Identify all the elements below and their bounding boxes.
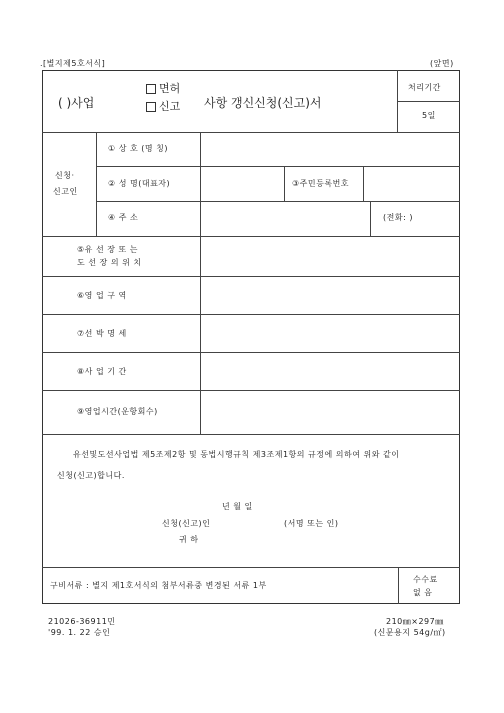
- fee-value: 없 음: [413, 588, 433, 597]
- signer-label: 신청(신고)인: [162, 519, 211, 528]
- processing-value: 5일: [422, 111, 436, 120]
- business-period-label: ⑧사 업 기 간: [77, 367, 127, 376]
- required-documents: 구비서류 : 별지 제1호서식의 첨부서류중 변경된 서류 1부: [50, 581, 267, 590]
- business-hours-field[interactable]: [201, 391, 459, 433]
- fee-label: 수수료: [413, 575, 438, 584]
- address-field[interactable]: [201, 202, 369, 235]
- recipient-label: 귀 하: [179, 535, 199, 544]
- trade-name-label: ① 상 호 (명 칭): [108, 144, 168, 153]
- checkbox-license[interactable]: [146, 84, 156, 94]
- name-id-divider: [284, 166, 285, 201]
- processing-divider: [397, 101, 460, 102]
- approval-date: '99. 1. 22 승인: [48, 628, 111, 637]
- page-side-label: (앞면): [430, 59, 454, 68]
- resident-id-field[interactable]: [364, 167, 459, 200]
- checkbox-report[interactable]: [146, 102, 156, 112]
- statement-line-1: 유선및도선사업법 제5조제2항 및 동법시행규칙 제3조제1항의 규정에 의하여 위와 같이: [73, 450, 400, 459]
- applicant-label-line2: 신고인: [53, 187, 78, 196]
- form-code: 21026-36911민: [48, 617, 116, 626]
- business-area-label: ⑥영 업 구 역: [77, 291, 127, 300]
- address-label: ④ 주 소: [108, 213, 139, 222]
- statement-top-line: [42, 434, 460, 435]
- form-number: .[별지제5호서식]: [40, 59, 106, 68]
- ship-name-label: ⑦선 박 명 세: [77, 329, 127, 338]
- phone-field[interactable]: [371, 202, 459, 235]
- applicant-label-divider: [96, 132, 97, 236]
- resident-id-label: ③주민등록번호: [292, 179, 350, 188]
- location-field[interactable]: [201, 237, 459, 275]
- ship-name-field[interactable]: [201, 315, 459, 351]
- title-option-license: [146, 83, 180, 94]
- business-period-field[interactable]: [201, 353, 459, 389]
- option-license-label: 면허: [159, 82, 181, 95]
- trade-name-field[interactable]: [201, 133, 459, 165]
- paper-size: 210㎜×297㎜: [386, 617, 444, 626]
- label-value-divider-lower: [200, 367, 201, 434]
- phone-label: (전화: ): [383, 213, 413, 222]
- title-suffix: 사항 갱신신청(신고)서: [204, 96, 322, 110]
- option-report-label: 신고: [159, 100, 181, 113]
- business-hours-label: ⑨영업시간(운항회수): [77, 407, 158, 416]
- location-label-line2: 도 선 장 의 위 치: [77, 258, 142, 267]
- signer-field[interactable]: [222, 515, 278, 529]
- statement-line-2: 신청(신고)합니다.: [57, 471, 125, 480]
- signature-note: (서명 또는 인): [284, 519, 339, 528]
- paper-type: (신문용지 54g/㎡): [374, 628, 446, 637]
- date-line: 년 월 일: [222, 502, 253, 511]
- name-label: ② 성 명(대표자): [108, 179, 171, 188]
- title-prefix: ( )사업: [58, 96, 95, 110]
- processing-label: 처리기간: [408, 83, 441, 92]
- name-field[interactable]: [201, 167, 283, 200]
- location-label-line1: ⑤유 선 장 또 는: [77, 245, 138, 254]
- title-option-report: [146, 101, 180, 112]
- applicant-label-line1: 신청·: [55, 171, 75, 180]
- fee-divider: [398, 567, 399, 604]
- business-area-field[interactable]: [201, 277, 459, 313]
